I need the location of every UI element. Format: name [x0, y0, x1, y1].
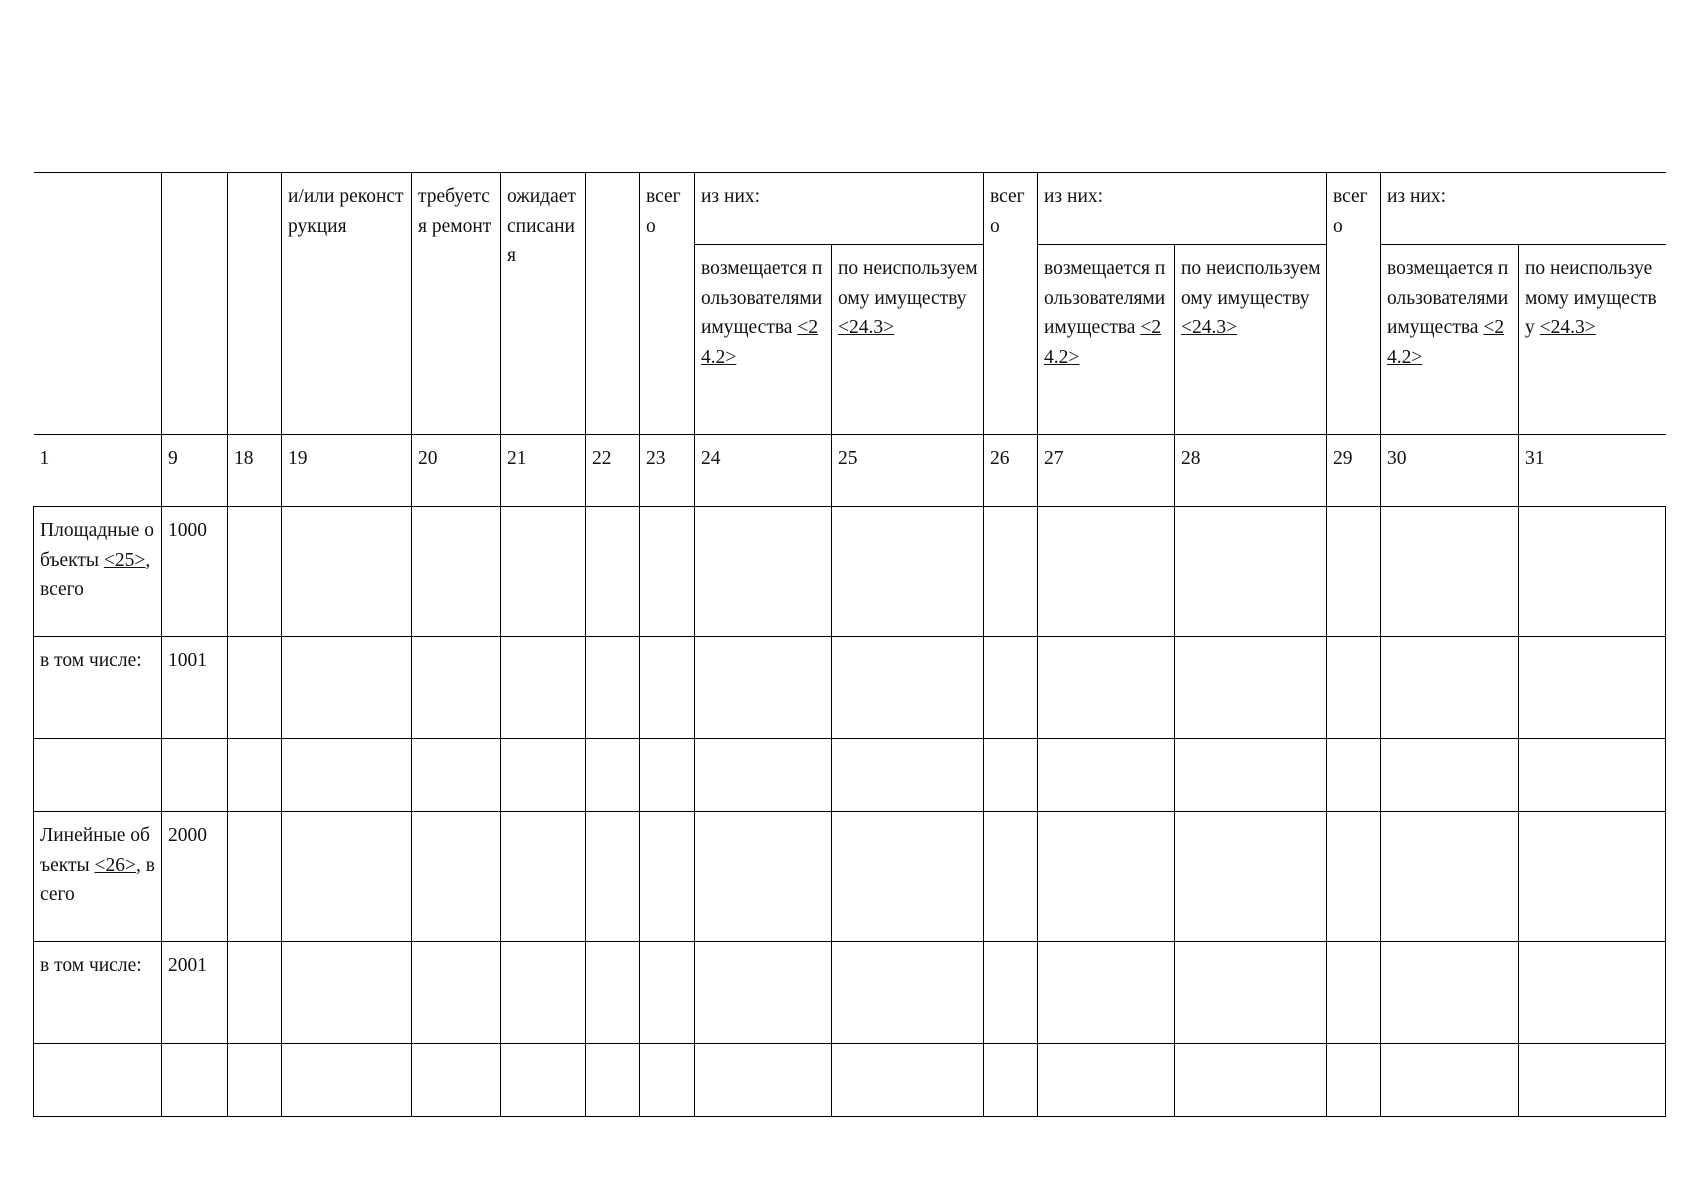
- row-code: [162, 1044, 228, 1117]
- data-cell[interactable]: [228, 507, 282, 637]
- data-cell[interactable]: [412, 1044, 501, 1117]
- data-cell[interactable]: [412, 507, 501, 637]
- data-cell[interactable]: [501, 942, 586, 1044]
- unused-label: по неиспользуемому имуществу: [1181, 258, 1321, 309]
- header-cell-col-9: [162, 173, 228, 435]
- data-cell[interactable]: [501, 812, 586, 942]
- column-number: 27: [1038, 435, 1175, 507]
- data-cell[interactable]: [1327, 942, 1381, 1044]
- data-cell[interactable]: [832, 812, 984, 942]
- data-cell[interactable]: [412, 739, 501, 812]
- data-cell[interactable]: [832, 942, 984, 1044]
- data-cell[interactable]: [695, 812, 832, 942]
- row-label: [34, 1044, 162, 1117]
- data-cell[interactable]: [1519, 812, 1666, 942]
- data-cell[interactable]: [586, 507, 640, 637]
- header-cell-col-21: ожидает списания: [501, 173, 586, 435]
- header-cell-col-1: [34, 173, 162, 435]
- row-label: [34, 507, 162, 637]
- header-cell-col-18: [228, 173, 282, 435]
- data-cell[interactable]: [640, 812, 695, 942]
- header-row-top: [34, 173, 1666, 245]
- column-number: 30: [1381, 435, 1519, 507]
- column-number: 23: [640, 435, 695, 507]
- row-code: 2000: [162, 812, 228, 942]
- reimbursed-ref-link[interactable]: <24.2>: [701, 317, 819, 368]
- row-label: [34, 812, 162, 942]
- data-cell[interactable]: [1175, 942, 1327, 1044]
- data-cell[interactable]: [984, 1044, 1038, 1117]
- column-numbers-row: [34, 435, 1666, 507]
- column-number: 24: [695, 435, 832, 507]
- table-row: [34, 1044, 1666, 1117]
- row-label-suffix: , всего: [40, 549, 151, 600]
- column-number: 9: [162, 435, 228, 507]
- data-cell[interactable]: [1038, 812, 1175, 942]
- row-label: [34, 637, 162, 739]
- unused-ref-link[interactable]: <24.3>: [838, 317, 895, 338]
- data-cell[interactable]: [1381, 739, 1519, 812]
- data-cell[interactable]: [501, 1044, 586, 1117]
- data-cell[interactable]: [640, 1044, 695, 1117]
- header-cell-col-20: требуется ремонт: [412, 173, 501, 435]
- data-cell[interactable]: [228, 1044, 282, 1117]
- header-of-them-1: из них:: [695, 173, 984, 245]
- row-label: [34, 739, 162, 812]
- data-cell[interactable]: [832, 1044, 984, 1117]
- data-cell[interactable]: [1519, 739, 1666, 812]
- reimbursed-label: возмещается пользователями имущества: [1044, 258, 1166, 338]
- data-cell[interactable]: [1327, 739, 1381, 812]
- row-code: [162, 739, 228, 812]
- report-form-table: [33, 172, 1666, 1117]
- data-cell[interactable]: [1327, 637, 1381, 739]
- unused-ref-link[interactable]: <24.3>: [1539, 317, 1596, 338]
- header-reimbursed-1: [695, 245, 832, 435]
- data-cell[interactable]: [586, 1044, 640, 1117]
- data-cell[interactable]: [228, 637, 282, 739]
- data-cell[interactable]: [640, 507, 695, 637]
- data-cell[interactable]: [1519, 942, 1666, 1044]
- data-cell[interactable]: [695, 942, 832, 1044]
- column-number: 25: [832, 435, 984, 507]
- data-cell[interactable]: [586, 812, 640, 942]
- data-cell[interactable]: [501, 637, 586, 739]
- data-cell[interactable]: [282, 942, 412, 1044]
- header-of-them-2: из них:: [1038, 173, 1327, 245]
- data-cell[interactable]: [586, 739, 640, 812]
- header-reimbursed-2: [1038, 245, 1175, 435]
- header-total-3: всего: [1327, 173, 1381, 435]
- row-label-text: Линейные объекты: [40, 825, 150, 876]
- data-cell[interactable]: [586, 942, 640, 1044]
- reimbursed-ref-link[interactable]: <24.2>: [1387, 317, 1505, 368]
- row-label-text: в том числе:: [40, 955, 142, 976]
- data-cell[interactable]: [1175, 739, 1327, 812]
- data-cell[interactable]: [832, 739, 984, 812]
- data-cell[interactable]: [1038, 637, 1175, 739]
- column-number: 1: [34, 435, 162, 507]
- header-unused-3: [1519, 245, 1666, 435]
- column-number: 20: [412, 435, 501, 507]
- data-cell[interactable]: [1038, 739, 1175, 812]
- data-cell[interactable]: [282, 507, 412, 637]
- column-number: 21: [501, 435, 586, 507]
- data-cell[interactable]: [984, 637, 1038, 739]
- data-cell[interactable]: [984, 942, 1038, 1044]
- data-cell[interactable]: [1381, 507, 1519, 637]
- reimbursed-label: возмещается пользователями имущества: [701, 258, 823, 338]
- data-cell[interactable]: [1519, 1044, 1666, 1117]
- data-cell[interactable]: [832, 637, 984, 739]
- data-cell[interactable]: [984, 812, 1038, 942]
- data-cell[interactable]: [1327, 812, 1381, 942]
- data-cell[interactable]: [282, 739, 412, 812]
- table-row: [34, 739, 1666, 812]
- header-reimbursed-3: [1381, 245, 1519, 435]
- data-cell[interactable]: [832, 507, 984, 637]
- data-cell[interactable]: [640, 637, 695, 739]
- data-cell[interactable]: [282, 1044, 412, 1117]
- data-cell[interactable]: [1519, 507, 1666, 637]
- column-number: 26: [984, 435, 1038, 507]
- data-cell[interactable]: [1327, 1044, 1381, 1117]
- header-total-1: всего: [640, 173, 695, 435]
- data-cell[interactable]: [695, 739, 832, 812]
- data-cell[interactable]: [501, 507, 586, 637]
- data-cell[interactable]: [1038, 507, 1175, 637]
- data-cell[interactable]: [282, 637, 412, 739]
- data-cell[interactable]: [228, 942, 282, 1044]
- table-row: [34, 507, 1666, 637]
- header-unused-2: [1175, 245, 1327, 435]
- data-cell[interactable]: [1327, 507, 1381, 637]
- row-label-ref-link[interactable]: <26>: [94, 854, 136, 876]
- data-cell[interactable]: [1175, 637, 1327, 739]
- column-number: 31: [1519, 435, 1666, 507]
- data-cell[interactable]: [1381, 1044, 1519, 1117]
- data-cell[interactable]: [1519, 637, 1666, 739]
- header-total-2: всего: [984, 173, 1038, 435]
- data-cell[interactable]: [1175, 812, 1327, 942]
- header-cell-col-22: [586, 173, 640, 435]
- data-cell[interactable]: [695, 1044, 832, 1117]
- row-label-text: в том числе:: [40, 650, 142, 671]
- data-cell[interactable]: [640, 942, 695, 1044]
- row-code: 1001: [162, 637, 228, 739]
- data-cell[interactable]: [1381, 812, 1519, 942]
- reimbursed-ref-link[interactable]: <24.2>: [1044, 317, 1162, 368]
- data-cell[interactable]: [282, 812, 412, 942]
- column-number: 28: [1175, 435, 1327, 507]
- data-cell[interactable]: [984, 507, 1038, 637]
- data-cell[interactable]: [1381, 942, 1519, 1044]
- data-cell[interactable]: [1381, 637, 1519, 739]
- data-cell[interactable]: [228, 739, 282, 812]
- header-of-them-3: из них:: [1381, 173, 1666, 245]
- data-cell[interactable]: [1038, 942, 1175, 1044]
- header-unused-1: [832, 245, 984, 435]
- data-cell[interactable]: [501, 739, 586, 812]
- column-number: 18: [228, 435, 282, 507]
- data-cell[interactable]: [1038, 1044, 1175, 1117]
- data-cell[interactable]: [984, 739, 1038, 812]
- row-label-text: Площадные объекты: [40, 520, 154, 571]
- data-cell[interactable]: [586, 637, 640, 739]
- row-label: [34, 942, 162, 1044]
- data-cell[interactable]: [695, 637, 832, 739]
- column-number: 19: [282, 435, 412, 507]
- header-cell-col-19: и/или реконструкция: [282, 173, 412, 435]
- data-cell[interactable]: [640, 739, 695, 812]
- data-cell[interactable]: [412, 812, 501, 942]
- data-cell[interactable]: [228, 812, 282, 942]
- unused-ref-link[interactable]: <24.3>: [1181, 317, 1238, 338]
- column-number: 29: [1327, 435, 1381, 507]
- data-cell[interactable]: [1175, 507, 1327, 637]
- table-row: [34, 942, 1666, 1044]
- data-cell[interactable]: [695, 507, 832, 637]
- data-cell[interactable]: [412, 942, 501, 1044]
- data-cell[interactable]: [1175, 1044, 1327, 1117]
- row-label-ref-link[interactable]: <25>: [103, 549, 146, 571]
- unused-label: по неиспользуемому имуществу: [1525, 258, 1657, 338]
- unused-label: по неиспользуемому имуществу: [838, 258, 978, 309]
- row-code: 2001: [162, 942, 228, 1044]
- column-number: 22: [586, 435, 640, 507]
- row-code: 1000: [162, 507, 228, 637]
- table-row: [34, 637, 1666, 739]
- table-row: [34, 812, 1666, 942]
- reimbursed-label: возмещается пользователями имущества: [1387, 258, 1509, 338]
- data-cell[interactable]: [412, 637, 501, 739]
- row-label-suffix: , всего: [40, 854, 155, 905]
